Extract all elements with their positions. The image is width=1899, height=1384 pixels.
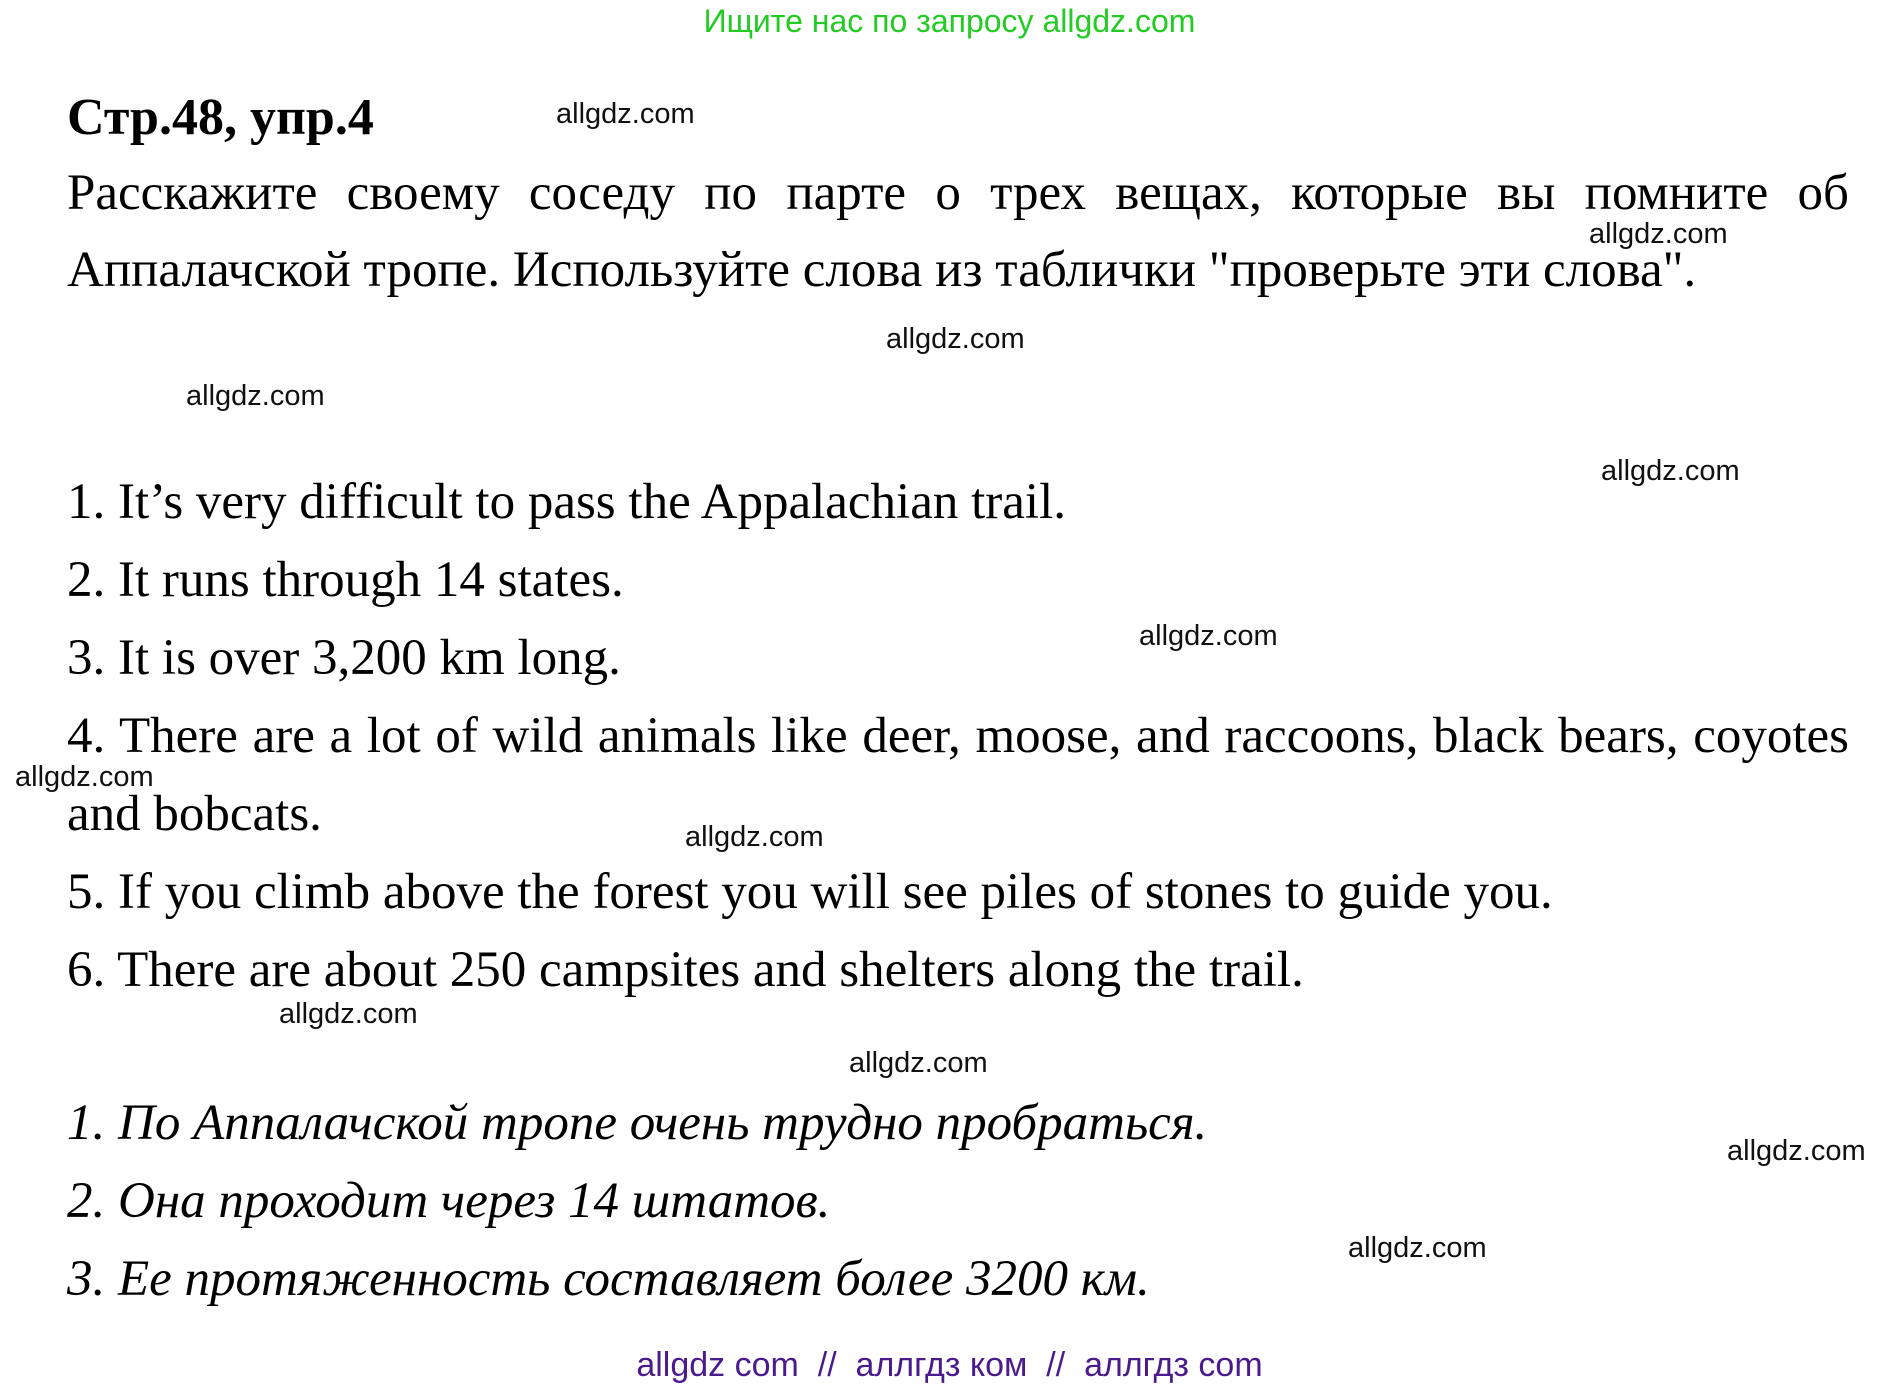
footer-links[interactable]: allgdz com // аллгдз ком // аллгдз com — [636, 1346, 1263, 1384]
answer-item: 2. It runs through 14 states. — [67, 552, 624, 608]
task-text: Расскажите своему соседу по парте о трех вещах, которые вы помните об Аппалачской тропе. Используйте слова из таблички "проверьте эти слова". — [67, 165, 1849, 298]
watermark: allgdz.com — [1601, 455, 1740, 487]
answer-item: 1. It’s very difficult to pass the Appalachian trail. — [67, 474, 1066, 530]
watermark: allgdz.com — [849, 1047, 988, 1079]
translation-item: 3. Ее протяженность составляет более 3200 км. — [67, 1251, 1150, 1307]
watermark: allgdz.com — [556, 98, 695, 130]
watermark: allgdz.com — [1589, 218, 1728, 250]
page-title: Стр.48, упр.4 — [67, 89, 374, 146]
watermark: allgdz.com — [15, 761, 154, 793]
translation-item: 1. По Аппалачской тропе очень трудно пробраться. — [67, 1095, 1208, 1151]
search-banner[interactable]: Ищите нас по запросу allgdz.com — [703, 3, 1196, 39]
watermark: allgdz.com — [1139, 620, 1278, 652]
answer-item: 3. It is over 3,200 km long. — [67, 630, 621, 686]
answer-item: 4. There are a lot of wild animals like deer, moose, and raccoons, black bears, coyotes and bobcats. — [67, 708, 1849, 842]
answers-list — [67, 463, 1867, 1009]
translation-item: 2. Она проходит через 14 штатов. — [67, 1173, 831, 1229]
watermark: allgdz.com — [685, 821, 824, 853]
watermark: allgdz.com — [186, 380, 325, 412]
translations-list — [67, 1084, 1847, 1318]
answer-item: 6. There are about 250 campsites and shelters along the trail. — [67, 942, 1304, 998]
watermark: allgdz.com — [279, 998, 418, 1030]
answer-item: 5. If you climb above the forest you will see piles of stones to guide you. — [67, 864, 1553, 920]
watermark: allgdz.com — [1727, 1135, 1866, 1167]
watermark: allgdz.com — [886, 323, 1025, 355]
watermark: allgdz.com — [1348, 1232, 1487, 1264]
